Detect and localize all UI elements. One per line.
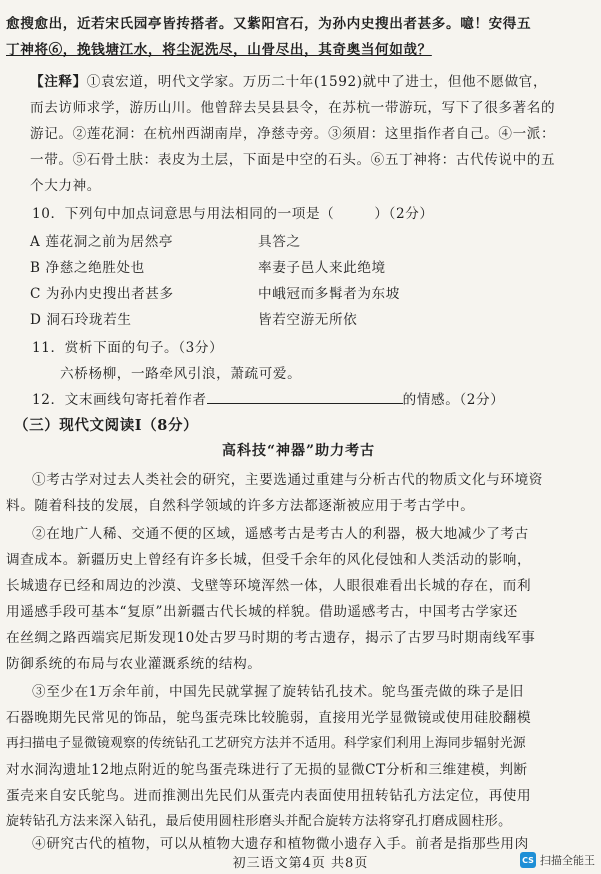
p2-line-1: ②在地广人稀、交通不便的区域，遥感考古是考古人的利器，极大地减少了考古 [32, 526, 529, 542]
q10-option-b-right: 率妻子邑人来此绝境 [258, 260, 386, 276]
article-title: 高科技“神器”助力考古 [222, 443, 376, 459]
p3-line-2: 石器晚期先民常见的饰品，鸵鸟蛋壳珠比较脆弱，直接用光学显微镜或使用硅胶翻模 [6, 710, 532, 726]
notes-line-5: 个大力神。 [30, 178, 101, 194]
p3-line-1: ③至少在1万余年前，中国先民就掌握了旋转钻孔技术。鸵鸟蛋壳做的珠子是旧 [32, 684, 524, 700]
q10-option-c-left: C 为孙内史搜出者甚多 [30, 286, 174, 302]
p2-line-6: 防御系统的布局与农业灌溉系统的结构。 [6, 656, 262, 672]
q12-answer-blank[interactable] [207, 391, 403, 404]
scanner-label: 扫描全能王 [540, 854, 595, 867]
notes-line-4: 一带。⑤石骨土肤：表皮为土层，下面是中空的石头。⑥五丁神将：古代传说中的五 [30, 152, 556, 168]
p1-line-2: 料。随着科技的发展，自然科学领域的许多方法都逐渐被应用于考古学中。 [6, 498, 475, 514]
notes-line-3: 游记。②莲花洞：在杭州西湖南岸，净慈寺旁。③须眉：这里指作者自己。④一派： [30, 126, 556, 142]
p4-line-1: ④研究古代的植物，可以从植物大遗存和植物微小遗存入手。前者是指那些用肉 [32, 836, 529, 852]
q10-score: ）（2分） [374, 206, 434, 222]
page-footer: 初三语文第4页 共8页 [232, 856, 369, 871]
q12-stem-b: 的情感。（2分） [402, 392, 505, 408]
q10-stem-text: 10．下列句中加点词意思与用法相同的一项是（ [32, 206, 335, 222]
p3-line-3: 再扫描电子显微镜观察的传统钻孔工艺研究方法并不适用。科学家们利用上海同步辐射光源 [6, 736, 526, 751]
notes-label: 【注释】 [30, 74, 87, 90]
p3-line-5: 蛋壳来自安氏鸵鸟。进而推测出先民们从蛋壳内表面使用扭转钻孔方法定位，再使用 [6, 788, 532, 804]
q12-stem-a: 12．文末画线句寄托着作者 [32, 392, 207, 408]
notes-line-2: 而去访师求学，游历山川。他曾辞去吴县县令，在苏杭一带游玩，写下了很多著名的 [30, 100, 556, 116]
q10-option-b-left: B 净慈之绝胜处也 [30, 260, 145, 276]
p2-line-2: 调查成本。新疆历史上曾经有许多长城，但受千余年的风化侵蚀和人类活动的影响， [6, 552, 532, 568]
notes-line-1 [30, 70, 547, 90]
q10-option-a-right: 具答之 [258, 234, 301, 250]
q10-option-c-right: 中峨冠而多髯者为东坡 [258, 286, 400, 302]
camscanner-logo-icon: CS [520, 852, 536, 868]
q10-stem [32, 202, 434, 222]
q12-stem [32, 388, 504, 408]
p2-line-5: 在丝绸之路西端宾尼斯发现10处古罗马时期的考古遗存，揭示了古罗马时期南线军事 [6, 630, 536, 646]
q10-option-a-left: A 莲花洞之前为居然亭 [30, 234, 174, 250]
poem-line-1: 愈搜愈出，近若宋氏园亭皆抟搭者。又紫阳宫石，为孙内史搜出者甚多。噫！安得五 [6, 16, 532, 32]
p3-line-4: 对水洞沟遗址12地点附近的鸵鸟蛋壳珠进行了无损的显微CT分析和三维建模，判断 [6, 762, 528, 778]
q11-stem: 11．赏析下面的句子。（3分） [32, 340, 224, 356]
p1-line-1: ①考古学对过去人类社会的研究，主要选通过重建与分析古代的物质文化与环境资 [32, 472, 543, 488]
note-1: ①袁宏道，明代文学家。万历二十年(1592)就中了进士，但他不愿做官， [86, 74, 548, 90]
q10-option-d-right: 皆若空游无所依 [258, 312, 358, 328]
p3-line-6: 旋转钻孔方法来深入钻孔，最后使用圆柱形磨头并配合旋转方法将穿孔打磨成圆柱形。 [6, 814, 512, 829]
q11-sentence: 六桥杨柳，一路牵风引浪，萧疏可爱。 [60, 366, 302, 382]
poem-line-2: 丁神将⑥，挽钱塘江水，将尘泥洗尽，山骨尽出，其奇奥当何如哉？ [6, 42, 432, 58]
section-3-heading: （三）现代文阅读Ⅰ（8分） [14, 417, 199, 434]
q10-option-d-left: D 洞石玲珑若生 [30, 312, 132, 328]
p2-line-3: 长城遗存已经和周边的沙漠、戈壁等环境浑然一体，人眼很难看出长城的存在，而利 [6, 578, 532, 594]
p2-line-4: 用遥感手段可基本“复原”出新疆古代长城的样貌。借助遥感考古，中国考古学家还 [6, 604, 518, 620]
